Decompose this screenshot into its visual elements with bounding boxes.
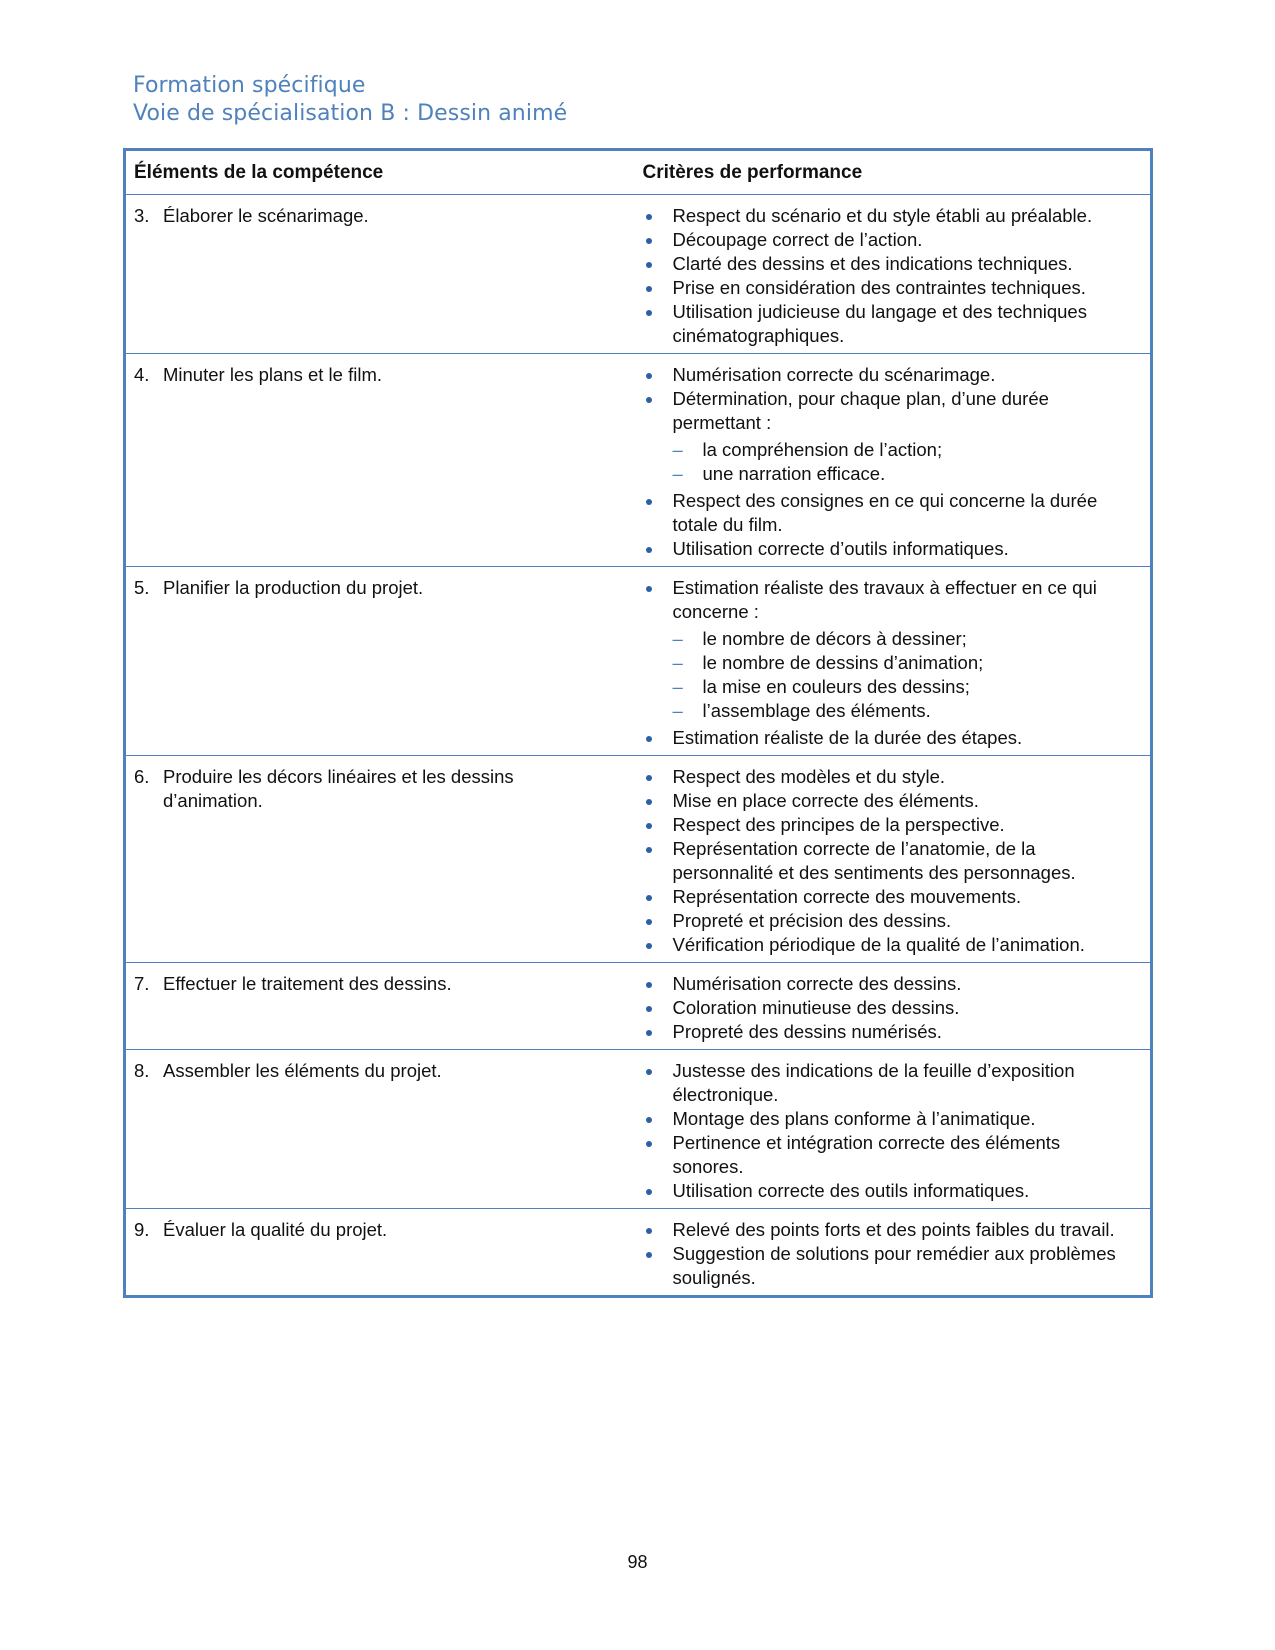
criterion-text: Propreté des dessins numérisés.: [672, 1021, 942, 1042]
table-row: [125, 567, 1152, 756]
element-number: 6.: [134, 766, 150, 787]
criterion-text: Coloration minutieuse des dessins.: [672, 997, 960, 1018]
criterion-item: [643, 1242, 1143, 1290]
header-subtitle: Voie de spécialisation B : Dessin animé: [133, 101, 568, 126]
criterion-item: [643, 1218, 1143, 1242]
table-row: [125, 1050, 1152, 1209]
sub-criterion-item: – une narration efficace.: [673, 462, 1133, 486]
criterion-item: [643, 1131, 1143, 1179]
element-number: 9.: [134, 1219, 150, 1240]
criterion-text: Pertinence et intégration correcte des éléments sonores.: [672, 1132, 1061, 1177]
criterion-item: [643, 1059, 1143, 1107]
criterion-text: Respect des consignes en ce qui concerne la durée totale du film.: [672, 490, 1098, 535]
element-number: 3.: [134, 205, 150, 226]
criterion-item: [643, 300, 1143, 348]
criterion-item: [643, 909, 1143, 933]
sub-criteria-list: [673, 438, 1133, 486]
criterion-item: [643, 537, 1143, 561]
criterion-item: [643, 972, 1143, 996]
criterion-item: [643, 933, 1143, 957]
criterion-item: [643, 726, 1143, 750]
element-cell: [125, 354, 635, 567]
competence-element: [134, 363, 627, 387]
criterion-text: Mise en place correcte des éléments.: [672, 790, 979, 811]
element-cell: [125, 1050, 635, 1209]
criteria-cell: [635, 1209, 1152, 1297]
competence-element: [134, 576, 627, 600]
table-row: [125, 1209, 1152, 1297]
criteria-cell: [635, 354, 1152, 567]
element-cell: [125, 756, 635, 963]
criterion-text: Propreté et précision des dessins.: [672, 910, 952, 931]
column-header-criteria: Critères de performance: [635, 150, 1152, 195]
header-section-title: Formation spécifique: [133, 73, 366, 98]
sub-criterion-item: – la mise en couleurs des dessins;: [673, 675, 1133, 699]
criterion-item: [643, 576, 1143, 723]
criterion-item: [643, 252, 1143, 276]
criteria-cell: [635, 963, 1152, 1050]
table-row: [125, 354, 1152, 567]
criterion-text: Relevé des points forts et des points faibles du travail.: [672, 1219, 1115, 1240]
sub-criterion-item: – le nombre de décors à dessiner;: [673, 627, 1133, 651]
table-body: [125, 195, 1152, 1297]
criterion-text: Respect des principes de la perspective.: [672, 814, 1005, 835]
criterion-item: [643, 885, 1143, 909]
element-text: Effectuer le traitement des dessins.: [163, 973, 452, 994]
criterion-item: [643, 489, 1143, 537]
criteria-list: [643, 576, 1143, 750]
column-header-elements: Éléments de la compétence: [125, 150, 635, 195]
criterion-item: [643, 789, 1143, 813]
criterion-text: Numérisation correcte du scénarimage.: [672, 364, 996, 385]
table-row: [125, 756, 1152, 963]
element-number: 7.: [134, 973, 150, 994]
criterion-item: [643, 1020, 1143, 1044]
table-row: [125, 195, 1152, 354]
criterion-text: Respect du scénario et du style établi au préalable.: [672, 205, 1093, 226]
criterion-item: [643, 228, 1143, 252]
criterion-text: Montage des plans conforme à l’animatique.: [672, 1108, 1036, 1129]
criteria-list: [643, 204, 1143, 348]
sub-criterion-item: – l’assemblage des éléments.: [673, 699, 1133, 723]
competence-element: [134, 972, 627, 996]
element-text: Minuter les plans et le film.: [163, 364, 383, 385]
criterion-item: [643, 276, 1143, 300]
competence-element: [134, 765, 627, 813]
criteria-cell: [635, 567, 1152, 756]
criteria-cell: [635, 1050, 1152, 1209]
page-number: 98: [627, 1552, 648, 1572]
criterion-text: Détermination, pour chaque plan, d’une durée permettant :: [672, 388, 1049, 433]
criteria-cell: [635, 756, 1152, 963]
element-number: 4.: [134, 364, 150, 385]
criterion-text: Représentation correcte de l’anatomie, de la personnalité et des sentiments des personnages.: [672, 838, 1076, 883]
table-row: [125, 963, 1152, 1050]
element-number: 5.: [134, 577, 150, 598]
criterion-text: Suggestion de solutions pour remédier aux problèmes soulignés.: [672, 1243, 1116, 1288]
page-header: [133, 72, 567, 128]
criterion-text: Utilisation judicieuse du langage et des techniques cinématographiques.: [672, 301, 1087, 346]
criterion-item: [643, 1179, 1143, 1203]
competence-element: [134, 1218, 627, 1242]
criterion-text: Prise en considération des contraintes techniques.: [672, 277, 1086, 298]
criteria-list: [643, 765, 1143, 957]
criterion-item: [643, 837, 1143, 885]
criterion-text: Respect des modèles et du style.: [672, 766, 946, 787]
criteria-list: [643, 972, 1143, 1044]
criterion-item: [643, 204, 1143, 228]
element-text: Élaborer le scénarimage.: [163, 205, 369, 226]
criterion-text: Estimation réaliste de la durée des étapes.: [672, 727, 1023, 748]
table-header-row: [125, 150, 1152, 195]
element-cell: [125, 1209, 635, 1297]
criterion-text: Estimation réaliste des travaux à effectuer en ce qui concerne :: [672, 577, 1097, 622]
criteria-list: [643, 1218, 1143, 1290]
criterion-item: [643, 363, 1143, 387]
competence-element: [134, 204, 627, 228]
sub-criterion-item: – la compréhension de l’action;: [673, 438, 1133, 462]
sub-criteria-list: [673, 627, 1133, 723]
criterion-text: Numérisation correcte des dessins.: [672, 973, 962, 994]
competence-table: [123, 148, 1153, 1298]
element-cell: [125, 195, 635, 354]
criteria-cell: [635, 195, 1152, 354]
criterion-text: Clarté des dessins et des indications techniques.: [672, 253, 1073, 274]
criterion-text: Utilisation correcte d’outils informatiques.: [672, 538, 1009, 559]
criterion-item: [643, 387, 1143, 486]
element-text: Évaluer la qualité du projet.: [163, 1219, 388, 1240]
element-number: 8.: [134, 1060, 150, 1081]
element-text: Planifier la production du projet.: [163, 577, 424, 598]
element-text: Produire les décors linéaires et les dessins d’animation.: [163, 766, 514, 811]
criterion-item: [643, 813, 1143, 837]
criterion-item: [643, 1107, 1143, 1131]
criterion-text: Représentation correcte des mouvements.: [672, 886, 1022, 907]
criteria-list: [643, 1059, 1143, 1203]
criterion-text: Utilisation correcte des outils informatiques.: [672, 1180, 1030, 1201]
sub-criterion-item: – le nombre de dessins d’animation;: [673, 651, 1133, 675]
criterion-text: Justesse des indications de la feuille d’exposition électronique.: [672, 1060, 1075, 1105]
element-cell: [125, 963, 635, 1050]
element-text: Assembler les éléments du projet.: [163, 1060, 442, 1081]
competence-element: [134, 1059, 627, 1083]
criterion-text: Vérification périodique de la qualité de l’animation.: [672, 934, 1085, 955]
criterion-item: [643, 765, 1143, 789]
criterion-item: [643, 996, 1143, 1020]
criterion-text: Découpage correct de l’action.: [672, 229, 923, 250]
criteria-list: [643, 363, 1143, 561]
element-cell: [125, 567, 635, 756]
